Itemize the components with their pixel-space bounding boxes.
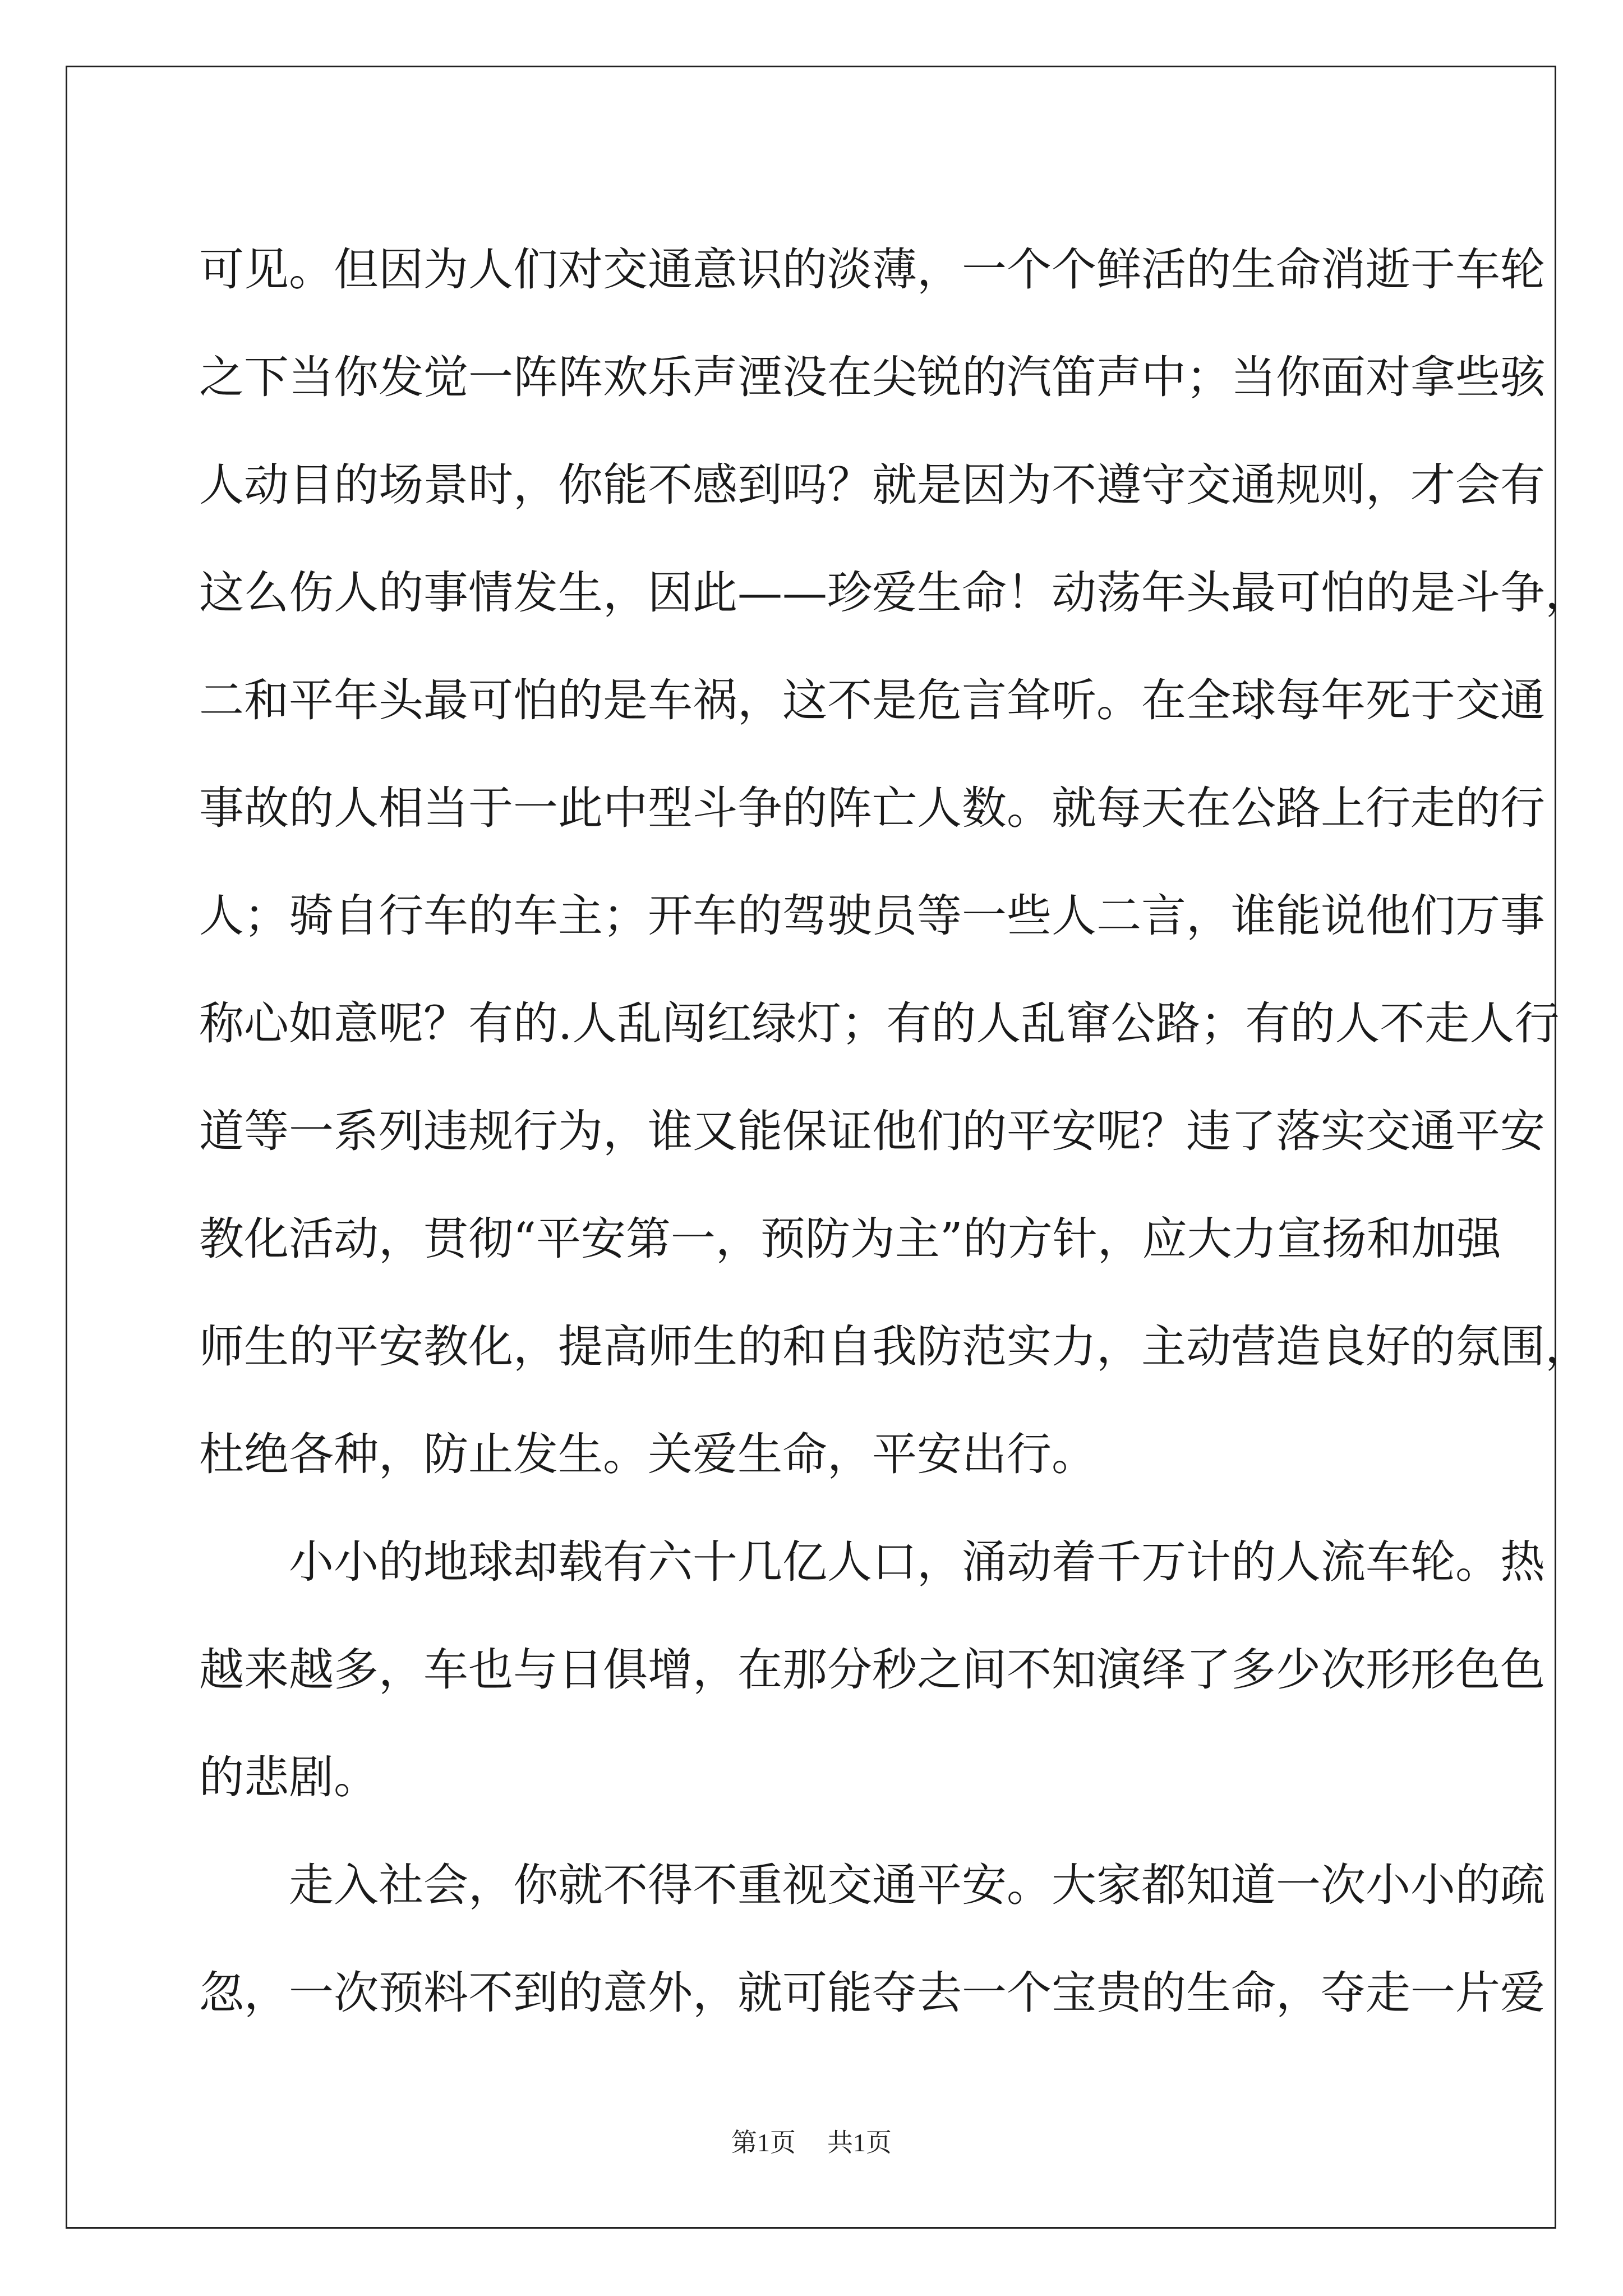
text-line: 师生的平安教化，提高师生的和自我防范实力，主动营造良好的氛围， [199,1320,1590,1373]
text-line: 人；骑自行车的车主；开车的驾驶员等一些人二言，谁能说他们万事 [199,890,1545,942]
paragraph-3 [199,1832,1545,2047]
text-line: 之下当你发觉一阵阵欢乐声湮没在尖锐的汽笛声中；当你面对拿些骇 [199,351,1545,403]
paragraph-1 [199,216,1590,1508]
document-body [199,216,1590,2047]
text-line: 二和平年头最可怕的是车祸，这不是危言耸听。在全球每年死于交通 [199,674,1545,726]
text-line: 可见。但因为人们对交通意识的淡薄，一个个鲜活的生命消逝于车轮 [199,243,1545,296]
paragraph-2 [199,1508,1545,1832]
text-line: 这么伤人的事情发生，因此——珍爱生命！动荡年头最可怕的是斗争， [199,567,1590,619]
text-line: 越来越多，车也与日俱增，在那分秒之间不知演绎了多少次形形色色 [199,1644,1545,1696]
text-line: 杜绝各种，防止发生。关爱生命，平安出行。 [199,1428,1096,1480]
text-line: 教化活动，贯彻“平安第一，预防为主”的方针，应大力宣扬和加强 [199,1213,1501,1265]
text-line: 忽，一次预料不到的意外，就可能夺去一个宝贵的生命，夺走一片爱 [199,1967,1545,2019]
text-line: 道等一系列违规行为，谁又能保证他们的平安呢？违了落实交通平安 [199,1105,1545,1157]
text-line: 事故的人相当于一此中型斗争的阵亡人数。就每天在公路上行走的行 [199,782,1545,834]
text-line: 人动目的场景时，你能不感到吗？就是因为不遵守交通规则，才会有 [199,459,1545,511]
text-line: 称心如意呢？有的.人乱闯红绿灯；有的人乱窜公路；有的人不走人行 [199,997,1560,1050]
page-total: 共1页 [827,2128,892,2157]
text-line: 的悲剧。 [199,1751,379,1803]
page-number: 第1页 [731,2128,796,2157]
page-footer [0,2126,1623,2160]
text-line: 走入社会，你就不得不重视交通平安。大家都知道一次小小的疏 [289,1859,1545,1911]
text-line: 小小的地球却载有六十几亿人口，涌动着千万计的人流车轮。热 [289,1536,1545,1588]
